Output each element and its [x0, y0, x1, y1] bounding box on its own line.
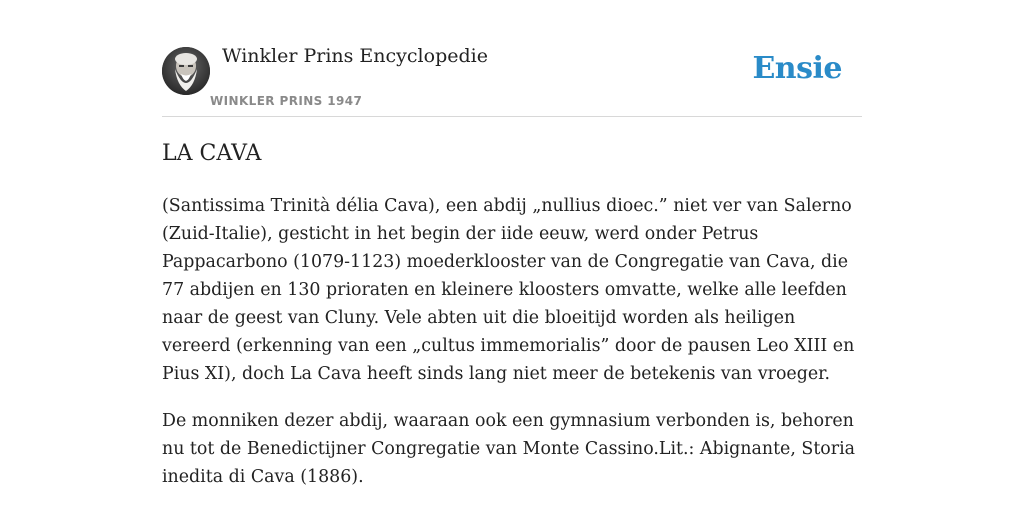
page-container — [162, 0, 862, 487]
ensie-logo[interactable]: Ensie — [752, 51, 842, 86]
bearded-man-portrait-icon — [162, 47, 210, 95]
page-header — [162, 0, 862, 117]
author-avatar[interactable] — [162, 47, 210, 95]
article-paragraph: De monniken dezer abdij, waaraan ook een gymnasium verbonden is, behoren nu tot de Benedictijner Congregatie van Monte Cassino.Lit.: Abignante, Storia inedita di Cava (1886). — [162, 411, 856, 487]
article-paragraph: (Santissima Trinità délia Cava), een abdij „nullius dioec.” niet ver van Salerno (Zuid-Italie), gesticht in het begin der iide eeuw, werd onder Petrus Pappacarbono (1079-1123) moederklooster van de Congregatie van Cava, die 77 abdijen en 130 prioraten en kleinere kloosters omvatte, welke alle leefden naar de geest van Cluny. Vele abten uit die bloeitijd worden als heiligen vereerd (erkenning van een „cultus immemorialis” door de pausen Leo XIII en Pius XI), doch La Cava heeft sinds lang niet meer de betekenis van vroeger. — [162, 196, 855, 384]
article-title: LA CAVA — [162, 141, 262, 166]
article-body — [162, 192, 862, 510]
edition-label[interactable]: WINKLER PRINS 1947 — [210, 94, 363, 108]
site-name[interactable]: Winkler Prins Encyclopedie — [222, 45, 488, 67]
